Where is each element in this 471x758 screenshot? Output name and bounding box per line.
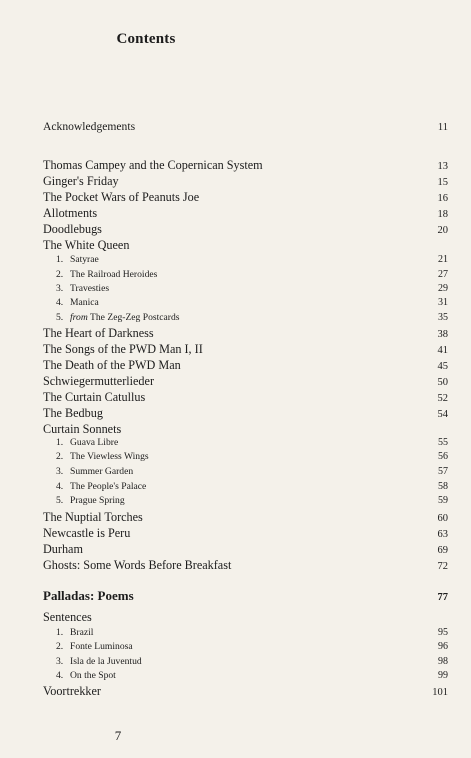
toc-entry-title <box>56 481 146 492</box>
toc-entry-title <box>56 254 99 265</box>
toc-page-number: 11 <box>437 122 448 133</box>
toc-page-number: 54 <box>437 409 448 420</box>
toc-page-number: 59 <box>438 495 448 506</box>
toc-page-number: 41 <box>437 345 448 356</box>
toc-page-number: 77 <box>437 592 448 603</box>
toc-entry-title: The White Queen <box>43 238 130 252</box>
toc-entry-title <box>56 670 116 681</box>
toc-page-number: 21 <box>438 254 448 265</box>
toc-entry-text: Summer Garden <box>70 466 134 477</box>
toc-entry-number: 1. <box>56 254 64 265</box>
toc-entry <box>43 238 448 253</box>
toc-subentry <box>43 627 448 638</box>
toc-page-number: 45 <box>437 361 448 372</box>
toc-entry <box>43 206 448 221</box>
toc-entry-text: Travesties <box>70 283 110 294</box>
toc-page-number: 57 <box>438 466 448 477</box>
toc-page-number: 63 <box>437 529 448 540</box>
toc-subentry <box>43 641 448 652</box>
page-number: 7 <box>114 728 122 743</box>
toc-entry-text: Guava Libre <box>70 437 119 448</box>
toc-entry-title: Voortrekker <box>43 684 101 698</box>
toc-page-number: 60 <box>437 513 448 524</box>
toc-entry-number: 3. <box>56 656 64 667</box>
toc-page-number: 38 <box>437 329 448 340</box>
toc-entry-title: The Curtain Catullus <box>43 390 146 404</box>
toc-subentry <box>43 656 448 667</box>
toc-page-number: 16 <box>437 193 448 204</box>
toc-subentry <box>43 466 448 477</box>
toc-entry-text: Satyrae <box>70 254 99 265</box>
toc-entry-title <box>56 437 118 448</box>
toc-entry <box>43 510 448 525</box>
toc-subentry <box>43 451 448 462</box>
toc-entry <box>43 422 448 437</box>
toc-entry-title: Ghosts: Some Words Before Breakfast <box>43 558 232 572</box>
toc-entry-title <box>56 466 133 477</box>
toc-subentry <box>43 269 448 280</box>
toc-entry-title: Doodlebugs <box>43 222 102 236</box>
toc-entry-prefix: from <box>70 312 88 323</box>
toc-subentry <box>43 283 448 294</box>
toc-entry-title: The Songs of the PWD Man I, II <box>43 342 203 356</box>
toc-entry-title: The Heart of Darkness <box>43 326 154 340</box>
toc-entry-title: Newcastle is Peru <box>43 526 131 540</box>
toc-entry <box>43 558 448 573</box>
toc-subentry <box>43 312 448 323</box>
toc-subentry <box>43 254 448 265</box>
toc-page-number: 31 <box>438 297 448 308</box>
toc-entry-number: 4. <box>56 670 64 681</box>
toc-entry <box>43 120 448 133</box>
toc-entry-text: Brazil <box>70 627 94 638</box>
toc-page-number: 15 <box>437 177 448 188</box>
toc-entry-title: Ginger's Friday <box>43 174 119 188</box>
toc-entry-title <box>56 312 180 323</box>
toc-entry-number: 3. <box>56 283 64 294</box>
toc-page-number: 29 <box>438 283 448 294</box>
toc-subentry <box>43 297 448 308</box>
toc-entry-number: 4. <box>56 481 64 492</box>
toc-entry <box>43 222 448 237</box>
toc-entry-title <box>56 495 125 506</box>
toc-entry <box>43 542 448 557</box>
toc-entry <box>43 358 448 373</box>
toc-entry-title <box>56 283 109 294</box>
toc-entry-text: The Railroad Heroides <box>70 269 158 280</box>
toc-entry-number: 1. <box>56 437 64 448</box>
toc-page-number: 56 <box>438 451 448 462</box>
page-title: Contents <box>116 31 176 47</box>
toc-page-number: 95 <box>438 627 448 638</box>
toc-page-number: 58 <box>438 481 448 492</box>
toc-page-number: 27 <box>438 269 448 280</box>
toc-page-number: 72 <box>437 561 448 572</box>
toc-entry-number: 4. <box>56 297 64 308</box>
toc-entry-title <box>56 297 99 308</box>
toc-page-number: 20 <box>437 225 448 236</box>
toc-page-number: 55 <box>438 437 448 448</box>
toc-entry <box>43 526 448 541</box>
toc-entry-text: Prague Spring <box>70 495 125 506</box>
toc-entry-text: On the Spot <box>70 670 116 681</box>
toc-entry <box>43 342 448 357</box>
toc-entry-title: The Nuptial Torches <box>43 510 143 524</box>
toc-entry-title: The Pocket Wars of Peanuts Joe <box>43 190 200 204</box>
toc-entry-title: Acknowledgements <box>43 120 136 133</box>
toc-entry-number: 2. <box>56 269 64 280</box>
toc-entry-title <box>56 451 149 462</box>
toc-entry <box>43 174 448 189</box>
toc-entry-number: 2. <box>56 641 64 652</box>
toc-entry-number: 5. <box>56 495 64 506</box>
toc-entry <box>43 326 448 341</box>
toc-subentry <box>43 437 448 448</box>
toc-page-number: 69 <box>437 545 448 556</box>
toc-entry <box>43 406 448 421</box>
toc-entry-number: 1. <box>56 627 64 638</box>
toc-entry-title: The Bedbug <box>43 406 103 420</box>
toc-section-heading <box>43 588 448 604</box>
toc-entry-title: Durham <box>43 542 83 556</box>
toc-entry-title <box>56 641 133 652</box>
toc-entry-title: Curtain Sonnets <box>43 422 122 436</box>
toc-entry-title: Palladas: Poems <box>43 588 134 603</box>
toc-page-number: 96 <box>438 641 448 652</box>
toc-page-number: 18 <box>437 209 448 220</box>
toc-entry-title: The Death of the PWD Man <box>43 358 181 372</box>
toc-subentry <box>43 495 448 506</box>
toc-entry-number: 3. <box>56 466 64 477</box>
toc-subentry <box>43 670 448 681</box>
toc-page-number: 99 <box>438 670 448 681</box>
toc-page-number: 13 <box>437 161 448 172</box>
toc-entry-title <box>56 627 93 638</box>
toc-entry <box>43 158 448 173</box>
toc-entry <box>43 610 448 625</box>
toc-page-number: 52 <box>437 393 448 404</box>
toc-entry-number: 5. <box>56 312 64 323</box>
toc-entry-title: Sentences <box>43 610 92 624</box>
toc-entry-title <box>56 656 142 667</box>
toc-entry-text: Fonte Luminosa <box>70 641 133 652</box>
toc-page-number: 50 <box>437 377 448 388</box>
toc-entry-text: Manica <box>70 297 99 308</box>
toc-page-number: 101 <box>432 687 448 698</box>
toc-entry-title: Thomas Campey and the Copernican System <box>43 158 263 172</box>
toc-entry <box>43 190 448 205</box>
toc-page-number: 35 <box>438 312 448 323</box>
toc-entry-title: Schwiegermutterlieder <box>43 374 154 388</box>
toc-page-number: 98 <box>438 656 448 667</box>
toc-entry-title: Allotments <box>43 206 98 220</box>
toc-entry <box>43 374 448 389</box>
toc-entry-text: The Viewless Wings <box>70 451 149 462</box>
toc-subentry <box>43 481 448 492</box>
toc-entry-text: Isla de la Juventud <box>70 656 142 667</box>
toc-entry <box>43 390 448 405</box>
toc-entry-text: The Zeg-Zeg Postcards <box>90 312 180 323</box>
toc-entry-text: The People's Palace <box>70 481 147 492</box>
toc-entry <box>43 684 448 699</box>
toc-entry-number: 2. <box>56 451 64 462</box>
toc-entry-title <box>56 269 157 280</box>
